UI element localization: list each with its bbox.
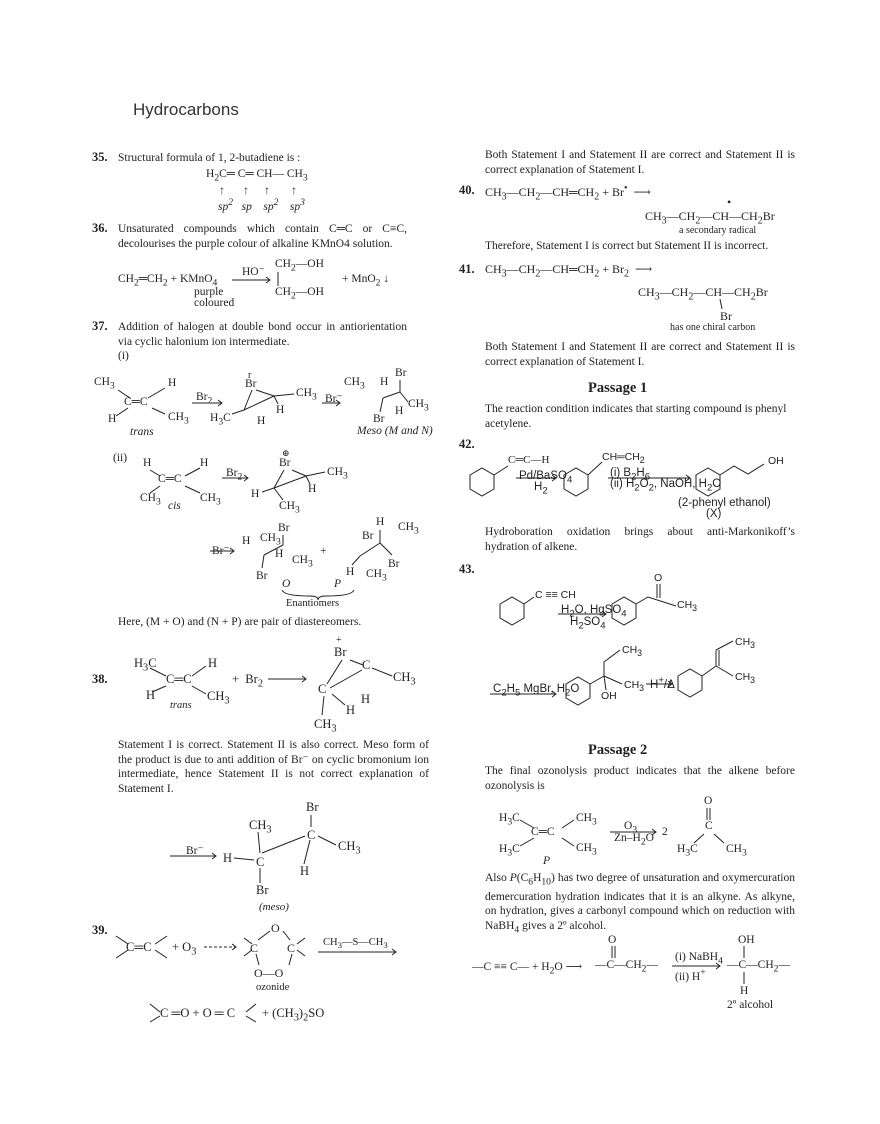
q41-br: Br: [720, 309, 732, 323]
p2-alkene: C═C: [531, 826, 555, 838]
q43-o: O: [654, 572, 663, 584]
q41-reaction: $CH_3—CH_2—CH═CH_2 + Br_2$ ⟶: [485, 262, 653, 280]
q39-ring-1: [258, 931, 270, 940]
q37-i-int-ch3: $CH_3$: [296, 387, 317, 403]
q38-h3c: $H_3C$: [134, 656, 157, 674]
q37-bond-1: [118, 390, 130, 398]
q39-sub-4: [297, 950, 305, 956]
q40-product: $CH_3—CH_2—CH—CH_2Br$: [645, 209, 775, 227]
p2-alkyne: —C ≡≡ C— + $H_2O$ ⟶: [472, 961, 583, 977]
q43-reagent-3: H+/Δ: [650, 675, 675, 691]
q43-bond-1: [524, 597, 534, 604]
q38-p-c2: C: [256, 855, 265, 869]
q39-bond-2: [116, 950, 128, 958]
q43-alkyne: C ≡≡ CH: [535, 589, 576, 601]
q37-enantiomer-brace: [282, 590, 354, 600]
q42-ring-3: [696, 468, 720, 496]
q43-reagent-2: $C_2H_5$ MgBr, $H_2O$: [493, 683, 580, 699]
q41-number: 41.: [459, 262, 475, 276]
q37-O-bond-3: [262, 555, 264, 568]
q38-ch3: $CH_3$: [207, 689, 230, 707]
q37-i-meso-br2: Br: [373, 413, 385, 425]
q43-reagent-1b: $H_2SO_4$: [570, 616, 606, 632]
q37-ii-int-ch3b: $CH_3$: [279, 500, 300, 516]
q42-bond-2: [588, 462, 602, 475]
q39-o3: + $O_3$: [172, 940, 197, 958]
q37-P-bond-3: [380, 543, 392, 555]
q35-number: 35.: [92, 150, 108, 164]
p2-ch3-1: $CH_3$: [576, 812, 597, 828]
q36-reactant: $CH_2═CH_2$ + KMnO$_4$: [118, 273, 218, 289]
passage1-title: Passage 1: [588, 380, 648, 396]
q37-ii-bond-8: [274, 488, 283, 500]
p2-bond-4: [562, 838, 574, 846]
q37-i-ch3-b: $CH_3$: [168, 411, 189, 427]
passage1-text: The reaction condition indicates that starting compound is phenyl acetylene.: [485, 403, 787, 430]
p2-alcohol: 2º alcohol: [727, 999, 774, 1011]
q37-enantiomers: Enantiomers: [286, 598, 340, 609]
q37-plus: +: [320, 545, 327, 557]
q37-ii-ch3a: $CH_3$: [140, 492, 161, 508]
q37-P-h: H: [376, 516, 385, 528]
q38-p-ch3b: $CH_3$: [338, 839, 361, 857]
q38-trans: trans: [170, 700, 192, 711]
q40-number: 40.: [459, 183, 475, 197]
q38-number: 38.: [92, 672, 108, 686]
q38-int-h: H: [361, 692, 371, 706]
q37-i-meso-h2: H: [395, 405, 404, 417]
q38-int-ch3: $CH_3$: [393, 670, 416, 688]
q40-note: a secondary radical: [679, 225, 757, 236]
p2-two: 2: [662, 826, 668, 838]
q37-ii-bond-1: [150, 470, 160, 476]
q42-bond-1: [494, 466, 508, 475]
q37-P-ch3: $CH_3$: [398, 521, 419, 537]
q37-i-int-h3c: $H_3C$: [210, 412, 231, 428]
q37-ii-int-br: Br: [279, 457, 291, 469]
q38-bond-5: [372, 668, 392, 676]
p2-c: C: [705, 820, 713, 832]
q42-reagent-1: Pd/BaSO$_4$: [519, 470, 573, 486]
q36-byproduct: + MnO$_2$ ↓: [342, 273, 390, 289]
p2-zn: $Zn-H_2O$: [614, 832, 654, 848]
q37-i-h-top: H: [168, 377, 177, 389]
q37-ii-ch3b: $CH_3$: [200, 492, 221, 508]
q37-ii-ring-3: [274, 476, 306, 488]
p2-r1: (i) NaBH$_4$: [675, 951, 723, 967]
q37-ii-int-h2: H: [308, 483, 317, 495]
q37-i-alkene: C═C: [124, 396, 148, 408]
q40-conclusion: Therefore, Statement I is correct but Statement II is incorrect.: [485, 240, 769, 252]
q37-ii-bond-2: [185, 468, 200, 476]
q35-arrows: ↑ ↑ ↑ ↑: [219, 183, 297, 197]
q42-alkene: $CH═CH_2$: [602, 451, 645, 466]
q42-text: Hydroboration oxidation brings about anti-Markonikoff’s hydration of alkene.: [485, 526, 795, 553]
q38-bond-4: [192, 686, 206, 694]
p2-h3c-1: $H_3C$: [499, 812, 520, 828]
p2-o3: $O_3$: [624, 820, 638, 836]
q38-ring-3: [330, 670, 362, 688]
q39-ring-4: [289, 954, 292, 965]
q37-text: Addition of halogen at double bond occur in antiorientation via cyclic halonium ion intermediate.: [118, 321, 407, 348]
p2-cc-2: [714, 834, 724, 843]
passage2-also: Also $P(C_6H_{10})$ has two degree of unsaturation and oxymercuration demercuration hydration indicates that it is an alkyne. As alkyne, on hydration, gives a carbonyl compound which on reduction with NaBH$_4$ gives a 2º alcohol.: [485, 872, 795, 936]
q37-i-br2: $Br_2$: [196, 391, 213, 407]
q37-ii-alkene: C═C: [158, 473, 182, 485]
q37-bond-6: [274, 396, 278, 404]
q39-products-co: C ═O + O ═ C: [160, 1006, 236, 1020]
q37-P-h2: H: [346, 566, 355, 578]
q39-ozonide-c1: C: [250, 941, 259, 955]
q37-i-int-br: Br: [245, 378, 257, 390]
q37-i-int-h2: H: [276, 404, 285, 416]
q41-conclusion: Both Statement I and Statement II are correct and Statement II is correct explanation of Statement I.: [485, 341, 795, 368]
q37-ii-bond-4: [185, 486, 200, 493]
passage2-title: Passage 2: [588, 742, 648, 758]
q43-ring-2: [612, 597, 636, 625]
q39-ozonide-c2: C: [287, 941, 296, 955]
q37-number: 37.: [92, 319, 108, 333]
q43-chain-1: [636, 597, 676, 606]
q41-br-bond: [720, 299, 722, 309]
q37-meso-bond-3: [380, 398, 383, 412]
q37-part-i: (i): [118, 350, 129, 362]
q39-p-bond-2: [150, 1016, 160, 1022]
q43-chain-4: [604, 676, 606, 690]
q38-p-ch3: $CH_3$: [249, 818, 272, 836]
q37-bond-4: [152, 408, 165, 414]
q43-chain-3: [604, 676, 622, 684]
p2-h: H: [740, 985, 749, 997]
p2-bond-3: [520, 838, 534, 846]
q37-P-br: Br: [362, 530, 374, 542]
q39-reagent: $CH_3—S—CH_3$: [323, 937, 388, 951]
q39-products: + $(CH_3)_2SO$: [262, 1006, 325, 1024]
q38-h1: H: [208, 656, 218, 670]
q37-i-meso-ch3b: $CH_3$: [408, 398, 429, 414]
q38-p-bond-3: [318, 836, 336, 845]
q36-product-bottom: $CH_2—OH$: [275, 286, 324, 302]
q37-label-P: P: [334, 578, 342, 590]
q37-ii-h2: H: [200, 457, 209, 469]
q43-ring-3: [566, 677, 590, 705]
q40-radical-dot: •: [727, 195, 732, 209]
q38-ring-2: [350, 660, 363, 665]
q39-alkene: C═C: [126, 940, 152, 954]
q38-bond-2: [192, 666, 206, 676]
q37-bond-7: [232, 410, 244, 414]
q38-p-br2: Br: [256, 883, 269, 897]
q37-ii-plus: ⊕: [282, 448, 290, 458]
q42-ring-2: [564, 468, 588, 496]
q39-bond-1: [116, 936, 128, 944]
q42-reagent-2a: (i) $B_2H_6$: [610, 467, 651, 483]
q37-P-bond-4: [352, 556, 360, 565]
p2-alcohol-chain: $—C—CH_2—$: [727, 959, 790, 975]
q37-bond-5: [274, 394, 294, 396]
q38-text: Statement I is correct. Statement II is also correct. Meso form of the product is due to anti addition of Br⁻ on cyclic bromonium ion intermediate, hence Statement II is not correct explanation of Statement I.: [118, 739, 429, 795]
q38-meso: (meso): [259, 901, 289, 913]
q39-bond-3: [155, 936, 167, 944]
p2-ketone: $—C—CH_2—$: [595, 959, 658, 975]
q42-reagent-1b: $H_2$: [534, 481, 548, 497]
q37-O-ch3b: $CH_3$: [292, 554, 313, 570]
p2-bond-1: [520, 820, 534, 828]
q38-plus-br2: + $Br_2$: [232, 672, 264, 690]
q43-reagent-1a: $H_2O$, HgSO$_4$: [561, 604, 627, 620]
q38-reagent: Br⁻: [186, 845, 204, 857]
q43-chain-5: [702, 666, 716, 676]
q38-p-h2: H: [300, 864, 310, 878]
q37-O-br: Br: [278, 522, 290, 534]
q37-O-h: H: [242, 535, 251, 547]
q43-oh: OH: [601, 690, 617, 702]
q38-p-bond-6: [234, 858, 254, 860]
q38-h2: H: [146, 688, 156, 702]
q37-ii-brminus: Br⁻: [212, 545, 230, 557]
q37-i-ch3: $CH_3$: [94, 376, 115, 392]
q39-ring-3: [256, 954, 259, 965]
q38-int-br: Br: [334, 645, 347, 659]
q36-text: Unsaturated compounds which contain C═C or C≡C, decolourises the purple colour of alkaline KMnO4 solution.: [118, 223, 407, 250]
q37-ii-int-ch3: $CH_3$: [327, 466, 348, 482]
q37-i-int-h: H: [257, 415, 266, 427]
q37-bond-3: [116, 408, 128, 416]
q42-alkyne: C═C—H: [508, 454, 550, 466]
q42-chain: [720, 464, 764, 475]
q38-p-bond-4: [304, 840, 310, 864]
q43-ch3-d: $CH_3$: [735, 636, 756, 651]
p2-P: P: [543, 855, 551, 867]
q42-number: 42.: [459, 437, 475, 451]
p2-o: O: [704, 795, 713, 807]
p2-ketone-o: O: [608, 934, 617, 946]
q35-hybridizations: $sp^2$ sp $sp^2$ $sp^3$: [218, 197, 305, 213]
q38-p-br: Br: [306, 800, 319, 814]
q38-bond-6: [322, 696, 324, 715]
q43-ch3-e: $CH_3$: [735, 671, 756, 686]
q38-int-plus: +: [336, 635, 342, 646]
q42-reagent-2b: (ii) $H_2O_2$, NaOH, $H_2O$: [610, 478, 722, 494]
p2-h3c-2: $H_3C$: [499, 843, 520, 859]
q38-int-h2: H: [346, 703, 356, 717]
q40-reaction: $CH_3—CH_2—CH═CH_2 + Br^•$ ⟶: [485, 183, 651, 203]
q37-P-ch3b: $CH_3$: [366, 568, 387, 584]
p2-oh: OH: [738, 934, 755, 946]
q38-bond-3: [152, 686, 166, 692]
q37-ii-h1: H: [143, 457, 152, 469]
q37-conclusion: Here, (M + O) and (N + P) are pair of diastereomers.: [118, 616, 362, 628]
q37-ii-bond-5: [306, 472, 325, 476]
q43-chain-9: [716, 666, 733, 676]
q38-int-c1: C: [362, 658, 371, 672]
q43-ch3-b: $CH_3$: [622, 644, 643, 659]
q43-ring-4: [678, 669, 702, 697]
q38-alkene: C═C: [166, 672, 192, 686]
right-stmt-both: Both Statement I and Statement II are correct and Statement II is correct explanation of Statement I.: [485, 149, 795, 176]
q43-chain-2: [590, 650, 620, 684]
q37-meso-bond: [383, 392, 400, 398]
q37-ii-ring-2: [292, 470, 306, 476]
q42-product-name: (2-phenyl ethanol): [678, 497, 771, 509]
q38-ring-1: [327, 660, 342, 684]
q37-label-O: O: [282, 578, 291, 590]
p2-cc-1: [694, 834, 704, 843]
q36-reagent: HO⁻: [242, 266, 265, 278]
q37-meso-label: Meso (M and N): [357, 425, 433, 437]
q39-sub-1: [244, 938, 252, 944]
q38-bond-7: [332, 694, 345, 705]
q37-i-brminus: Br⁻: [325, 393, 343, 405]
q37-ii-bond-3: [150, 486, 160, 493]
p2-ch3-3: $CH_3$: [726, 843, 747, 859]
q37-ii-cis: cis: [168, 500, 181, 512]
q43-ch3-c: $CH_3$: [624, 679, 645, 694]
q35-text: Structural formula of 1, 2-butadiene is :: [118, 152, 301, 164]
q39-number: 39.: [92, 923, 108, 937]
q39-p-bond-3: [246, 1004, 256, 1012]
q42-oh: OH: [768, 455, 784, 467]
q37-meso-bond-4: [400, 392, 408, 402]
q43-ch3: $CH_3$: [677, 599, 698, 614]
q37-P-br2: Br: [388, 558, 400, 570]
p2-r2: (ii) H+: [675, 967, 706, 983]
q36-product-top: $CH_2—OH$: [275, 258, 324, 274]
q38-p-h: H: [223, 851, 233, 865]
q38-p-c1: C: [307, 828, 316, 842]
q39-p-bond-4: [246, 1016, 256, 1022]
q37-i-trans: trans: [130, 426, 154, 438]
q37-ii-int-h: H: [251, 488, 260, 500]
q37-O-bond: [264, 545, 283, 555]
q41-note: has one chiral carbon: [670, 322, 756, 333]
q42-product-x: (X): [706, 508, 722, 520]
q39-ozonide-o1: O: [271, 921, 280, 935]
q39-ring-2: [283, 931, 290, 940]
q37-bond-2: [148, 388, 165, 398]
q37-i-meso-ch3: $CH_3$: [344, 376, 365, 392]
q39-p-bond-1: [150, 1004, 160, 1012]
q39-sub-3: [297, 938, 305, 944]
q38-bond-1: [150, 668, 166, 676]
q43-chain-8: [716, 641, 733, 650]
p2-bond-2: [562, 820, 574, 828]
q37-O-br2: Br: [256, 570, 268, 582]
p2-ch3-2: $CH_3$: [576, 842, 597, 858]
q36-number: 36.: [92, 221, 108, 235]
q38-int-c2: C: [318, 682, 327, 696]
q37-ii-bond-7: [262, 488, 274, 492]
q43-number: 43.: [459, 562, 475, 576]
q41-product: $CH_3—CH_2—CH—CH_2Br$: [638, 285, 768, 303]
passage2-text: The final ozonolysis product indicates that the alkene before ozonolysis is: [485, 765, 795, 792]
q35-formula: $H_2C═$ C═ CH— $CH_3$: [206, 168, 308, 184]
page-header: Hydrocarbons: [133, 100, 239, 119]
q37-part-ii: (ii): [113, 452, 128, 464]
q38-p-bond-5: [258, 832, 260, 853]
q39-ozonide: ozonide: [256, 982, 290, 993]
q37-i-meso-h: H: [380, 376, 389, 388]
q38-int-ch3b: $CH_3$: [314, 717, 337, 735]
q36-purple-note: purple coloured: [194, 286, 235, 309]
q43-ring-1: [500, 597, 524, 625]
q37-O-ch3: $CH_3$: [260, 532, 281, 548]
p2-h3c-3: $H_3C$: [677, 843, 698, 859]
q42-ring-1: [470, 468, 494, 496]
q37-i-meso-br: Br: [395, 367, 407, 379]
q37-i-h-bottom: H: [108, 413, 117, 425]
q37-O-h2: H: [275, 548, 284, 560]
q39-bond-4: [155, 950, 167, 958]
q37-ring-2: [256, 390, 274, 396]
q39-sub-2: [244, 950, 252, 956]
q37-ii-br2: $Br_2$: [226, 467, 243, 483]
q39-ozonide-o2: O—O: [254, 966, 284, 980]
q38-p-bond: [262, 836, 305, 853]
q37-ii-bond-6: [306, 476, 310, 484]
q37-P-bond: [360, 543, 380, 556]
q37-i-int-r: r: [248, 370, 252, 381]
